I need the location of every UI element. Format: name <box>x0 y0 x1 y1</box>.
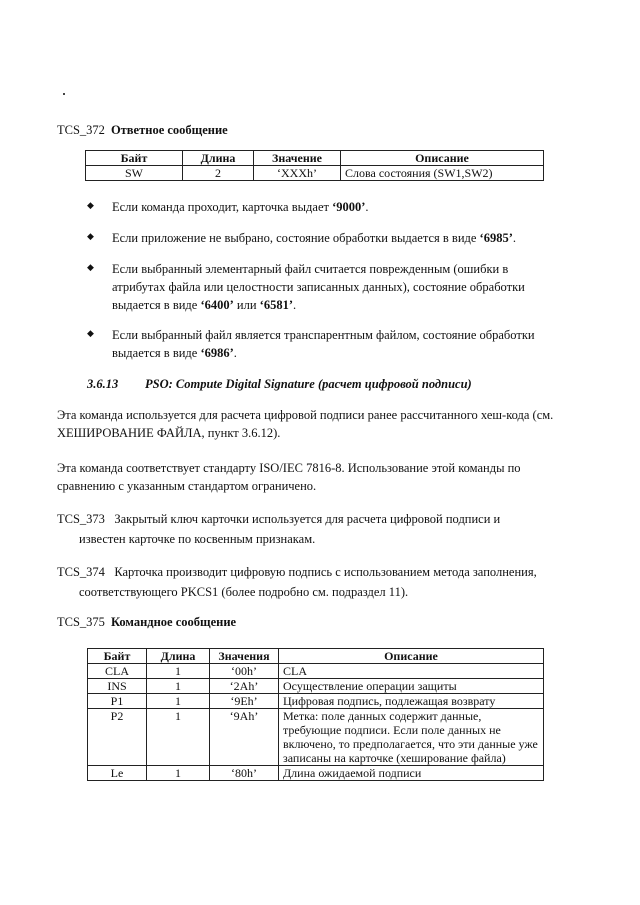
table-cell: Le <box>88 766 147 781</box>
table-header-cell: Байт <box>88 649 147 664</box>
table-row <box>88 679 544 694</box>
table-header-cell: Длина <box>183 151 254 166</box>
table-cell: ‘XXXh’ <box>254 166 341 181</box>
bullet-text: Если выбранный файл является транспарентным файлом, состояние обработки выдается в виде ‘6986’. <box>112 328 535 360</box>
diamond-bullet-icon: ◆ <box>87 262 94 272</box>
table-row <box>88 694 544 709</box>
table-cell: P1 <box>88 694 147 709</box>
requirement-text-cont: соответствующего PKCS1 (более подробно см. подраздел 11). <box>79 585 409 599</box>
table-cell: ‘80h’ <box>210 766 279 781</box>
response-heading <box>57 122 228 139</box>
table-header-cell: Значения <box>210 649 279 664</box>
table-header-row <box>86 151 544 166</box>
table-cell: CLA <box>279 664 544 679</box>
section-number: 3.6.13 <box>87 377 119 391</box>
table-cell: Осуществление операции защиты <box>279 679 544 694</box>
command-heading <box>57 614 236 631</box>
table-cell: 1 <box>147 766 210 781</box>
table-cell: Слова состояния (SW1,SW2) <box>341 166 544 181</box>
table-cell: 1 <box>147 679 210 694</box>
table-cell: Цифровая подпись, подлежащая возврату <box>279 694 544 709</box>
requirement-373 <box>57 509 557 549</box>
table-cell: 1 <box>147 694 210 709</box>
requirement-text: Закрытый ключ карточки используется для расчета цифровой подписи и <box>114 512 501 526</box>
table-row <box>88 766 544 781</box>
table-cell: INS <box>88 679 147 694</box>
command-heading-id: TCS_375 <box>57 615 105 629</box>
table-header-cell: Описание <box>341 151 544 166</box>
table-header-cell: Байт <box>86 151 183 166</box>
table-row <box>88 709 544 766</box>
response-heading-title: Ответное сообщение <box>110 123 228 137</box>
table-cell: ‘00h’ <box>210 664 279 679</box>
paragraph: Эта команда соответствует стандарту ISO/IEC 7816-8. Использование этой команды по сравнению с указанным стандартом ограничено. <box>57 461 521 493</box>
table-cell: 2 <box>183 166 254 181</box>
bullet-text: Если приложение не выбрано, состояние обработки выдается в виде ‘6985’. <box>112 231 516 245</box>
table-cell: CLA <box>88 664 147 679</box>
section-title: PSO: Compute Digital Signature (расчет цифровой подписи) <box>145 377 472 391</box>
table-cell: SW <box>86 166 183 181</box>
table-header-cell: Значение <box>254 151 341 166</box>
table-cell: ‘9Eh’ <box>210 694 279 709</box>
table-cell: ‘2Ah’ <box>210 679 279 694</box>
diamond-bullet-icon: ◆ <box>87 200 94 210</box>
requirement-id: TCS_373 <box>57 512 105 526</box>
response-table <box>85 150 544 181</box>
paragraph: Эта команда используется для расчета цифровой подписи ранее рассчитанного хеш-кода (см. ХЕШИРОВАНИЕ ФАЙЛА, пункт 3.6.12). <box>57 408 554 440</box>
bullet-text: Если команда проходит, карточка выдает ‘9000’. <box>112 200 369 214</box>
table-cell: Метка: поле данных содержит данные, требующие подписи. Если поле данных не включено, то предполагается, что эти данные уже записаны на карточке (хеширование файла) <box>279 709 544 766</box>
table-row <box>88 664 544 679</box>
table-row <box>86 166 544 181</box>
command-table <box>87 648 544 781</box>
table-cell: P2 <box>88 709 147 766</box>
table-cell: 1 <box>147 664 210 679</box>
requirement-374 <box>57 562 557 602</box>
command-heading-title: Командное сообщение <box>110 615 237 629</box>
diamond-bullet-icon: ◆ <box>87 231 94 241</box>
response-heading-id: TCS_372 <box>57 123 105 137</box>
table-header-cell: Длина <box>147 649 210 664</box>
stray-mark <box>63 93 65 95</box>
table-cell: ‘9Ah’ <box>210 709 279 766</box>
table-header-cell: Описание <box>279 649 544 664</box>
section-heading <box>87 377 472 392</box>
table-header-row <box>88 649 544 664</box>
bullet-text: Если выбранный элементарный файл считается поврежденным (ошибки в атрибутах файла или целостности записанных данных), состояние обработки выдается в виде ‘6400’ или ‘6581’. <box>112 262 525 312</box>
requirement-id: TCS_374 <box>57 565 105 579</box>
requirement-text: Карточка производит цифровую подпись с использованием метода заполнения, <box>114 565 537 579</box>
requirement-text-cont: известен карточке по косвенным признакам. <box>79 532 316 546</box>
table-cell: 1 <box>147 709 210 766</box>
diamond-bullet-icon: ◆ <box>87 328 94 338</box>
table-cell: Длина ожидаемой подписи <box>279 766 544 781</box>
